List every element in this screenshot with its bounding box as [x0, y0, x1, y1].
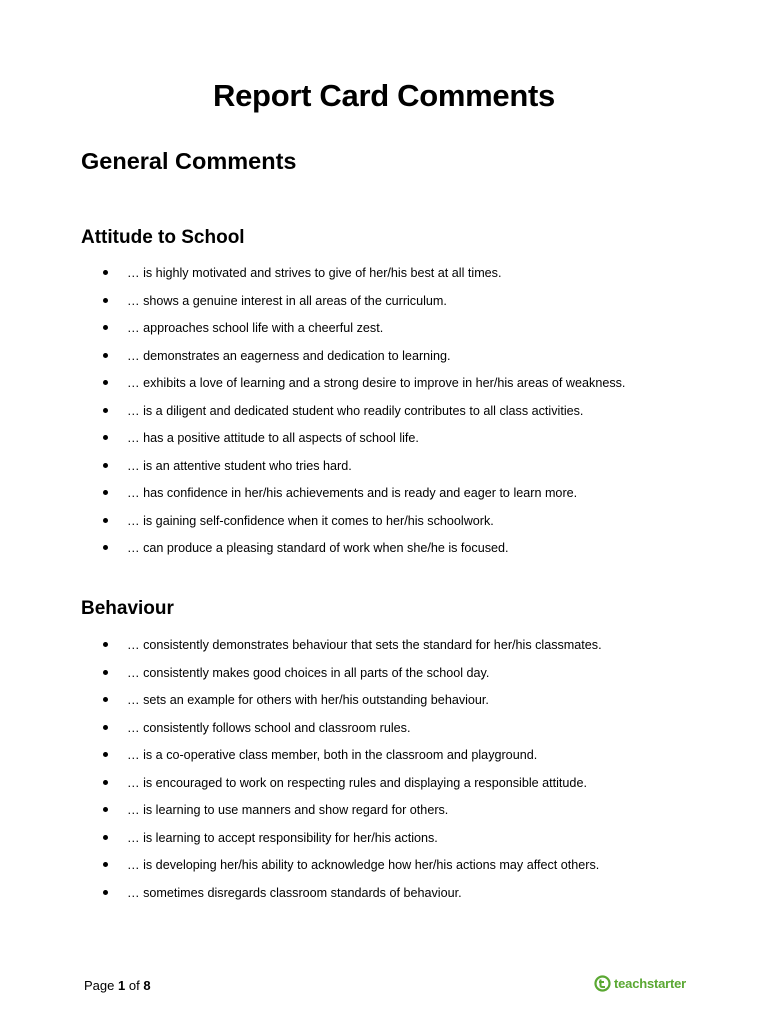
- page-number: [84, 978, 151, 993]
- list-item-text: … is highly motivated and strives to give of her/his best at all times.: [127, 266, 502, 280]
- bullet-icon: [103, 725, 108, 730]
- list-item-text: … exhibits a love of learning and a strong desire to improve in her/his areas of weakness.: [127, 376, 626, 391]
- list-item: [0, 774, 700, 802]
- page-current: 1: [118, 978, 126, 993]
- list-item-text: … is a diligent and dedicated student who readily contributes to all class activities.: [127, 403, 584, 418]
- bullet-icon: [103, 490, 108, 495]
- list-item-text: … approaches school life with a cheerful zest.: [127, 321, 384, 336]
- list-item-text: … consistently demonstrates behaviour that sets the standard for her/his classmates.: [127, 638, 602, 652]
- bullet-icon: [103, 435, 108, 440]
- attitude-list: [0, 264, 700, 567]
- list-item-text: … can produce a pleasing standard of work when she/he is focused.: [127, 541, 509, 556]
- list-item: [0, 829, 700, 857]
- list-item: [0, 691, 700, 719]
- brand-logo: [594, 975, 686, 992]
- list-item: [0, 856, 700, 884]
- bullet-icon: [103, 298, 108, 303]
- list-item-text: … shows a genuine interest in all areas of the curriculum.: [127, 293, 447, 308]
- list-item: [0, 746, 700, 774]
- list-item: [0, 264, 700, 292]
- list-item: [0, 319, 700, 347]
- list-item-text: … is an attentive student who tries hard.: [127, 458, 352, 473]
- list-item: [0, 801, 700, 829]
- bullet-icon: [103, 862, 108, 867]
- behaviour-list: [0, 636, 700, 911]
- bullet-icon: [103, 697, 108, 702]
- bullet-icon: [103, 642, 108, 647]
- list-item: [0, 374, 700, 402]
- brand-name: teachstarter: [614, 976, 687, 991]
- list-item: [0, 636, 700, 664]
- list-item: [0, 539, 700, 567]
- list-item-text: … consistently follows school and classroom rules.: [127, 720, 411, 735]
- list-item: [0, 347, 700, 375]
- list-item-text: … is encouraged to work on respecting rules and displaying a responsible attitude.: [127, 775, 587, 790]
- bullet-icon: [103, 545, 108, 550]
- list-item-text: … has a positive attitude to all aspects of school life.: [127, 431, 419, 446]
- list-item: [0, 512, 700, 540]
- bullet-icon: [103, 463, 108, 468]
- list-item-text: … demonstrates an eagerness and dedication to learning.: [127, 348, 451, 363]
- page-label: Page: [84, 978, 115, 993]
- bullet-icon: [103, 408, 108, 413]
- bullet-icon: [103, 325, 108, 330]
- bullet-icon: [103, 518, 108, 523]
- bullet-icon: [103, 353, 108, 358]
- list-item-text: … is developing her/his ability to acknowledge how her/his actions may affect others.: [127, 858, 600, 873]
- list-item-text: … consistently makes good choices in all parts of the school day.: [127, 665, 490, 680]
- bullet-icon: [103, 670, 108, 675]
- bullet-icon: [103, 890, 108, 895]
- bullet-icon: [103, 835, 108, 840]
- list-item-text: … is a co-operative class member, both in the classroom and playground.: [127, 748, 538, 763]
- list-item: [0, 719, 700, 747]
- bullet-icon: [103, 780, 108, 785]
- list-item: [0, 292, 700, 320]
- list-item-text: … is gaining self-confidence when it comes to her/his schoolwork.: [127, 513, 494, 528]
- list-item: [0, 664, 700, 692]
- list-item-text: … is learning to accept responsibility for her/his actions.: [127, 830, 438, 845]
- list-item-text: … sometimes disregards classroom standards of behaviour.: [127, 885, 462, 900]
- list-item: [0, 457, 700, 485]
- list-item: [0, 884, 700, 912]
- section-heading: General Comments: [81, 148, 297, 174]
- attitude-heading: Attitude to School: [81, 227, 245, 248]
- list-item: [0, 429, 700, 457]
- page-of: of: [128, 978, 140, 993]
- behaviour-heading: Behaviour: [81, 598, 174, 619]
- list-item-text: … sets an example for others with her/his outstanding behaviour.: [127, 693, 489, 708]
- bullet-icon: [103, 807, 108, 812]
- teachstarter-logo-icon: [594, 975, 611, 992]
- bullet-icon: [103, 270, 108, 275]
- list-item-text: … is learning to use manners and show regard for others.: [127, 803, 449, 818]
- list-item: [0, 402, 700, 430]
- page-title: Report Card Comments: [213, 78, 555, 113]
- bullet-icon: [103, 752, 108, 757]
- page-total: 8: [143, 978, 151, 993]
- bullet-icon: [103, 380, 108, 385]
- list-item-text: … has confidence in her/his achievements and is ready and eager to learn more.: [127, 486, 578, 501]
- list-item: [0, 484, 700, 512]
